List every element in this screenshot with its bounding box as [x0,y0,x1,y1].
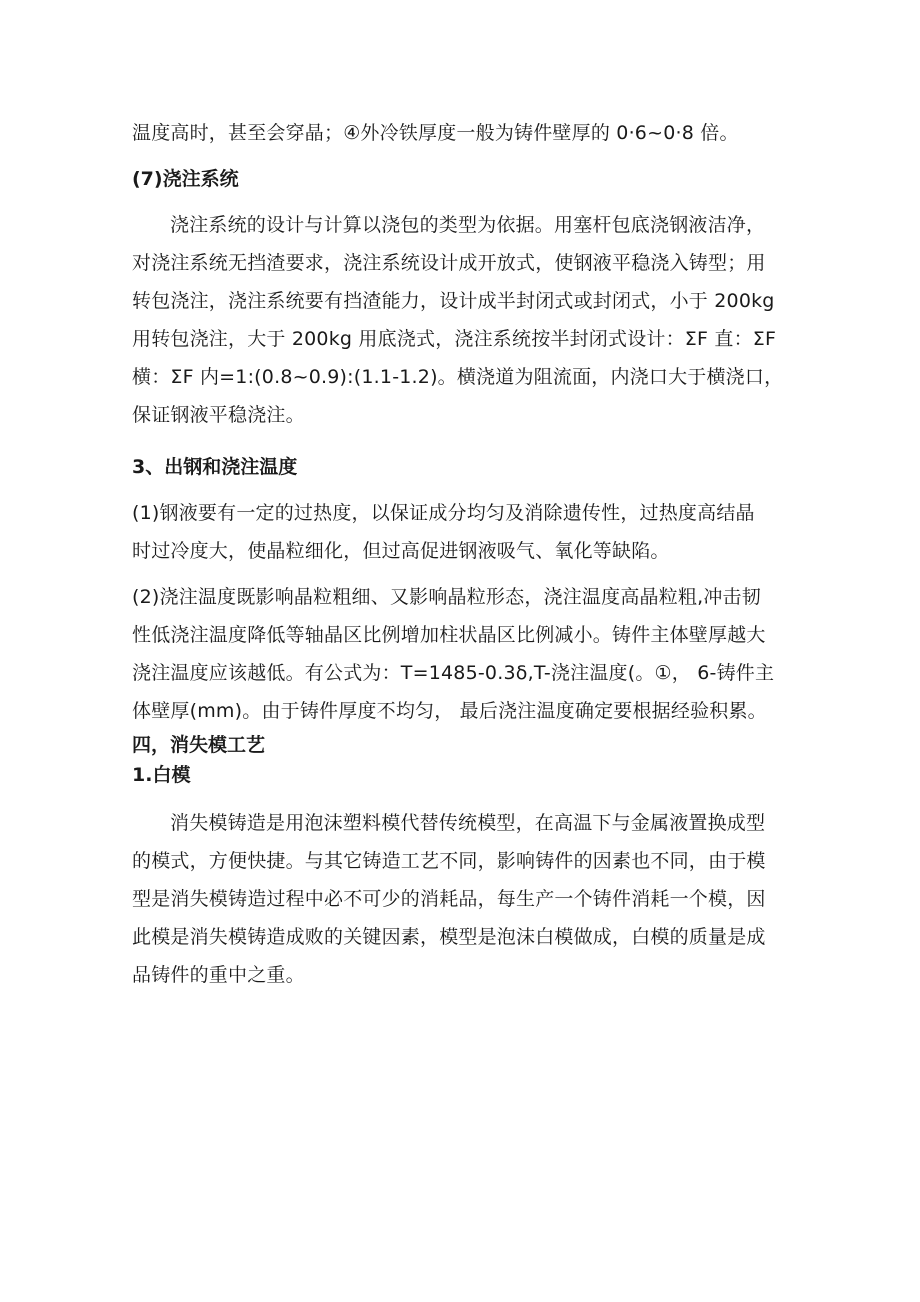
paragraph-line: 对浇注系统无挡渣要求，浇注系统设计成开放式，使钢液平稳浇入铸型；用 [132,252,766,274]
paragraph-line: 横：ΣF 内=1:(0.8~0.9):(1.1-1.2)。横浇道为阻流面，内浇口大于横浇口， [132,366,784,388]
paragraph-line: 消失模铸造是用泡沫塑料模代替传统模型，在高温下与金属液置换成型 [170,812,766,834]
section-heading-tapping-temperature: 3、出钢和浇注温度 [132,456,298,478]
paragraph-line: 用转包浇注，大于 200kg 用底浇式，浇注系统按半封闭式设计：ΣF 直：ΣF [132,328,777,350]
paragraph-line: (1)钢液要有一定的过热度，以保证成分均匀及消除遗传性，过热度高结晶 [132,502,755,524]
section-heading-pouring-system: (7)浇注系统 [132,168,239,190]
paragraph-line: 时过冷度大，使晶粒细化，但过高促进钢液吸气、氧化等缺陷。 [132,540,670,562]
paragraph-line: 浇注系统的设计与计算以浇包的类型为依据。用塞杆包底浇钢液洁净， [170,214,766,236]
section-heading-white-pattern: 1.白模 [132,764,191,786]
paragraph-pouring-temperature [132,578,812,730]
paragraph-line: 此模是消失模铸造成败的关键因素，模型是泡沫白模做成，白模的质量是成 [132,926,766,948]
paragraph-line: 型是消失模铸造过程中必不可少的消耗品，每生产一个铸件消耗一个模，因 [132,888,766,910]
paragraph-superheat [132,494,812,570]
paragraph-line: 转包浇注，浇注系统要有挡渣能力，设计成半封闭式或封闭式，小于 200kg [132,290,775,312]
paragraph-line: (2)浇注温度既影响晶粒粗细、又影响晶粒形态，浇注温度高晶粒粗,冲击韧 [132,586,761,608]
section-heading-lost-foam: 四，消失模工艺 [132,734,266,756]
paragraph-pouring-system [132,206,812,434]
paragraph-line: 温度高时，甚至会穿晶；④外冷铁厚度一般为铸件壁厚的 0·6~0·8 倍。 [132,122,739,144]
paragraph-line: 浇注温度应该越低。有公式为：T=1485-0.3δ,T-浇注温度(。①， 6-铸件主 [132,662,775,684]
paragraph-line: 性低浇注温度降低等轴晶区比例增加柱状晶区比例减小。铸件主体壁厚越大 [132,624,766,646]
paragraph-line: 保证钢液平稳浇注。 [132,404,305,426]
document-page [132,114,812,994]
paragraph-white-pattern [132,804,812,994]
paragraph-line: 品铸件的重中之重。 [132,964,305,986]
paragraph-line: 体壁厚(mm)。由于铸件厚度不均匀， 最后浇注温度确定要根据经验积累。 [132,700,767,722]
paragraph-line: 的模式，方便快捷。与其它铸造工艺不同，影响铸件的因素也不同，由于模 [132,850,766,872]
